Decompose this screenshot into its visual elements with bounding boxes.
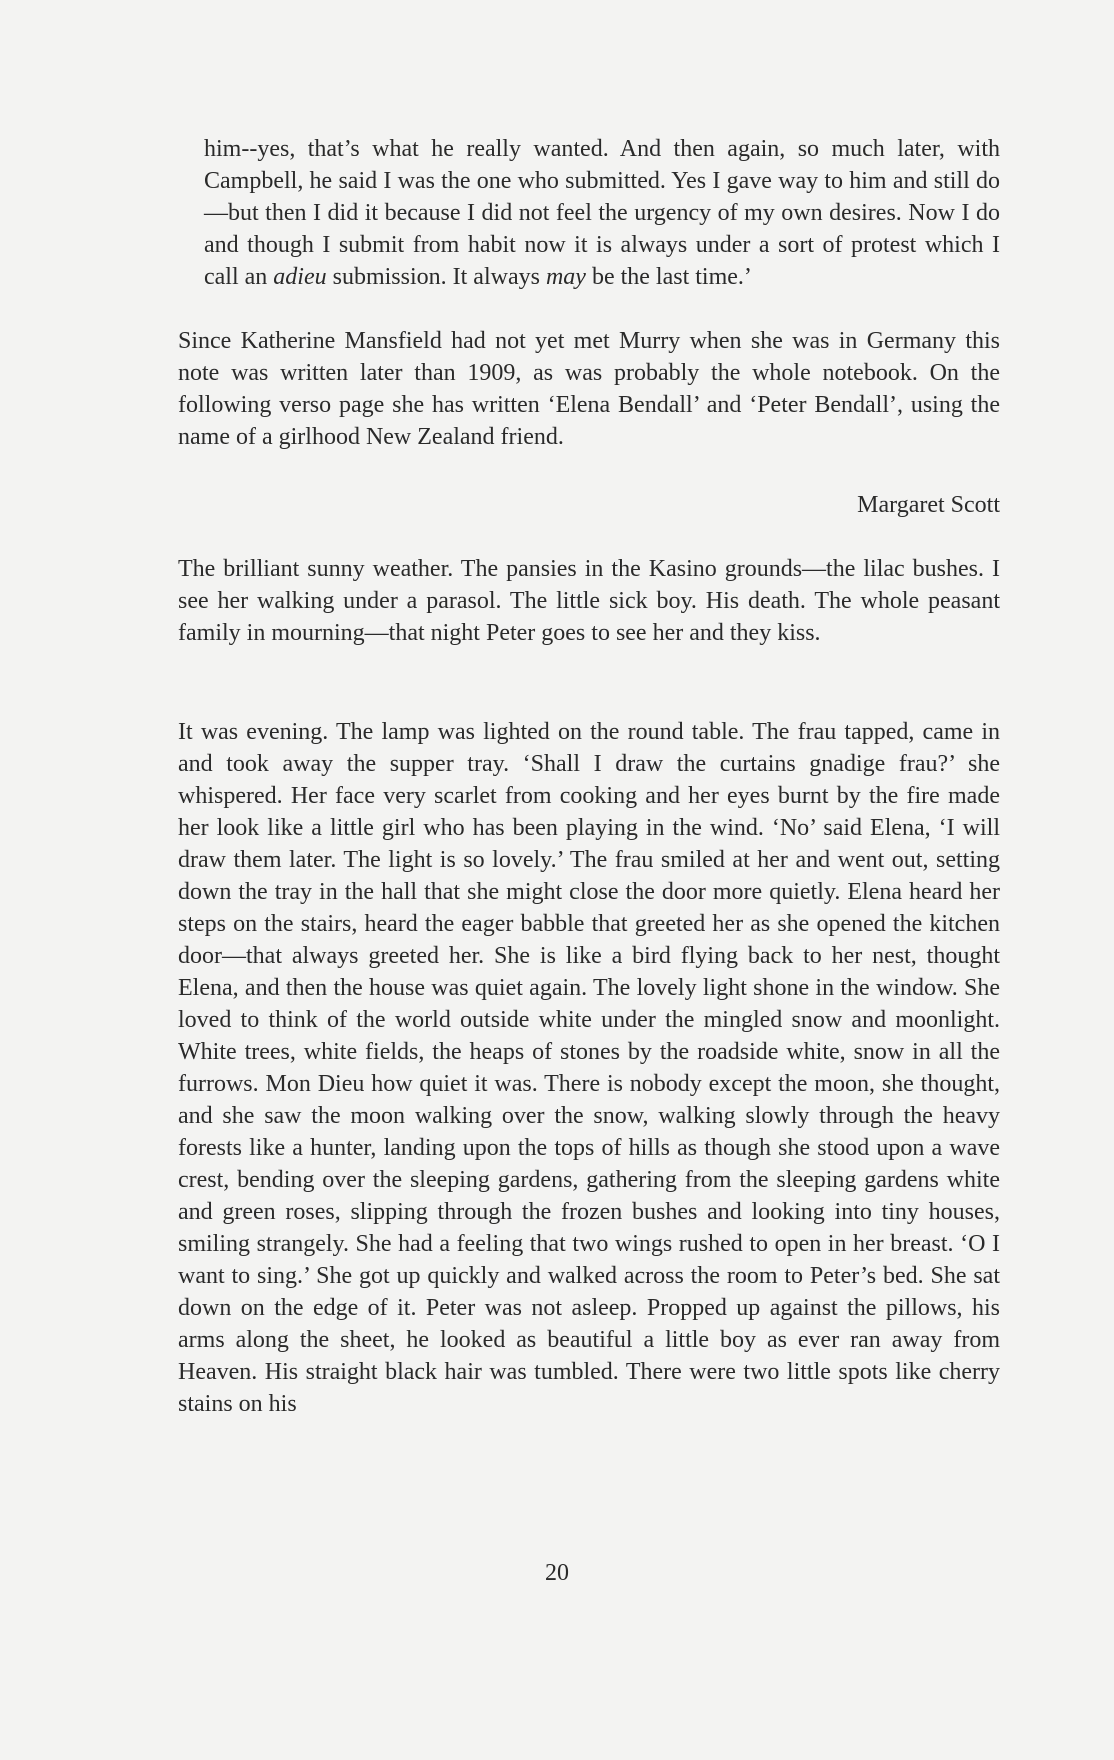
page-number: 20 (545, 1560, 569, 1586)
quote-text-end: be the last time.’ (585, 264, 752, 290)
quote-text-start: him--yes, that’s what he really wanted. And then again, so much later, with Campbell, he said I was the one who submitted. Yes I gave way to him and still do—but then I did it because I did not feel the urgency of my own desires. Now I do and though I submit from habit now it is always under a sort of protest which I call an (204, 136, 1000, 290)
story-paragraph-2: It was evening. The lamp was lighted on the round table. The frau tapped, came in and took away the supper tray. ‘Shall I draw the curtains gnadige frau?’ she whispered. Her face very scarlet from cooking and her eyes burnt by the fire made her look like a little girl who has been playing in the wind. ‘No’ said Elena, ‘I will draw them later. The light is so lovely.’ The frau smiled at her and went out, setting down the tray in the hall that she might close the door more quietly. Elena heard her steps on the stairs, heard the eager babble that greeted her as she opened the kitchen door—that always greeted her. She is like a bird flying back to her nest, thought Elena, and then the house was quiet again. The lovely light shone in the window. She loved to think of the world outside white under the mingled snow and moonlight. White trees, white fields, the heaps of stones by the roadside white, snow in all the furrows. Mon Dieu how quiet it was. There is nobody except the moon, she thought, and she saw the moon walking over the snow, walking slowly through the heavy forests like a hunter, landing upon the tops of hills as though she stood upon a wave crest, bending over the sleeping gardens, gathering from the sleeping gardens white and green roses, slipping through the frozen bushes and looking into tiny houses, smiling strangely. She had a feeling that two wings rushed to open in her breast. ‘O I want to sing.’ She got up quickly and walked across the room to Peter’s bed. She sat down on the edge of it. Peter was not asleep. Propped up against the pillows, his arms along the sheet, he looked as beautiful a little boy as ever ran away from Heaven. His straight black hair was tumbled. There were two little spots like cherry stains on his (178, 719, 1000, 1417)
note-signature: Margaret Scott (857, 492, 1000, 518)
quote-text-middle: submission. It always (326, 264, 546, 290)
story-paragraph-1: The brilliant sunny weather. The pansies in the Kasino grounds—the lilac bushes. I see her walking under a parasol. The little sick boy. His death. The whole peasant family in mourning—that night Peter goes to see her and they kiss. (178, 556, 1000, 646)
quote-italic-may: may (545, 264, 586, 290)
quoted-passage (204, 133, 1000, 293)
quote-italic-adieu: adieu (273, 264, 327, 290)
editorial-note: Since Katherine Mansfield had not yet met Murry when she was in Germany this note was written later than 1909, as was probably the whole notebook. On the following verso page she has written ‘Elena Bendall’ and ‘Peter Bendall’, using the name of a girlhood New Zealand friend. (178, 328, 1000, 450)
